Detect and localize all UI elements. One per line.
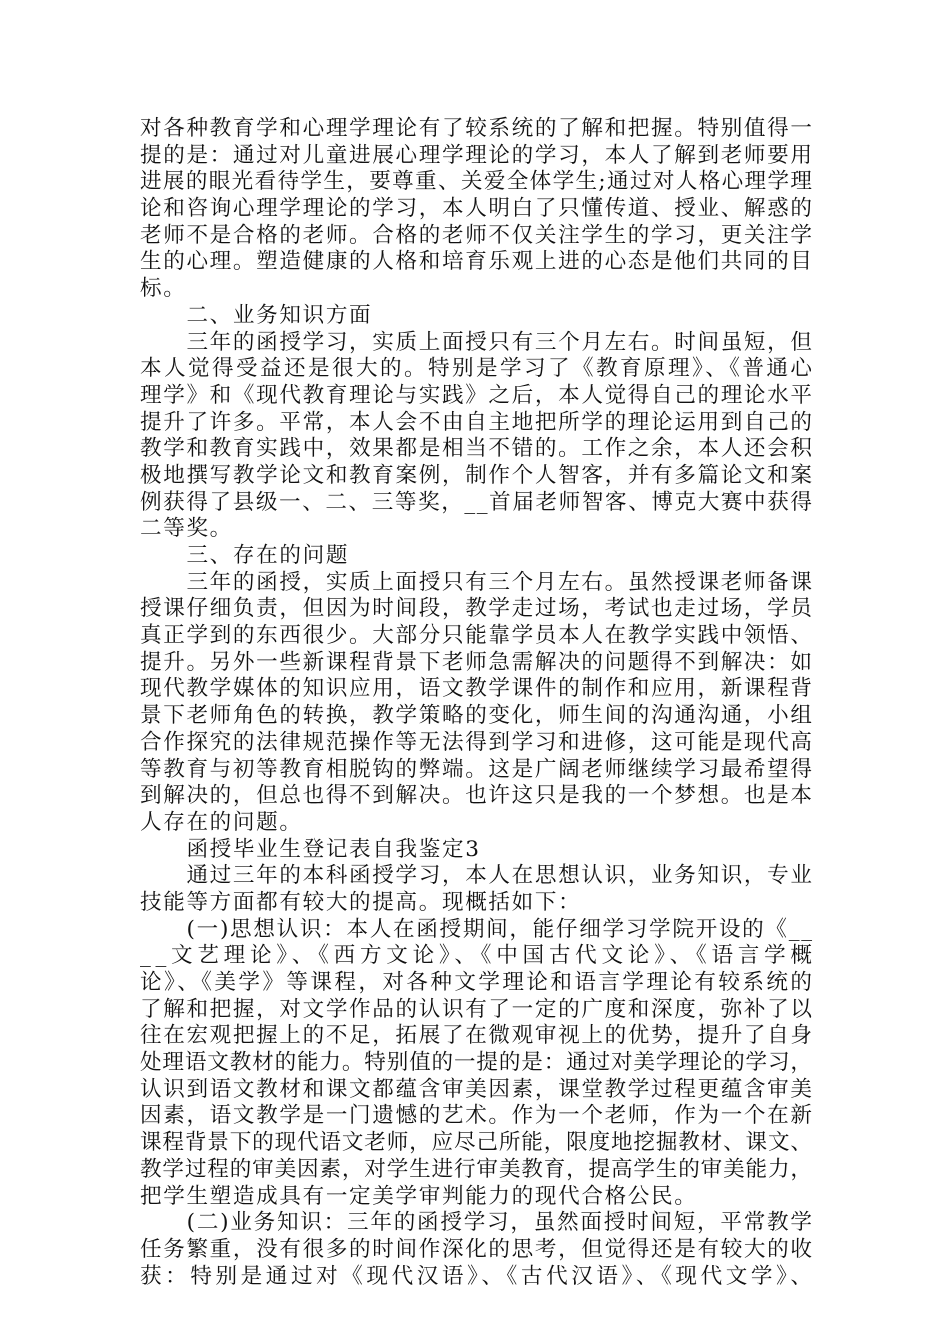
text-line: 提的是：通过对儿童进展心理学理论的学习，本人了解到老师要用 [140,142,814,168]
text-line: 生的心理。塑造健康的人格和培育乐观上进的心态是他们共同的目 [140,249,814,275]
text-line: 课程背景下的现代语文老师，应尽己所能，限度地挖掘教材、课文、 [140,1130,813,1156]
text-line: 三年的函授学习，实质上面授只有三个月左右。时间虽短，但 [140,329,814,355]
text-line: (一)思想认识：本人在函授期间，能仔细学习学院开设的《__ [140,916,814,942]
text-line: 二、业务知识方面 [140,302,373,328]
text-line: 人存在的问题。 [140,809,303,835]
text-line: 到解决的，但总也得不到解决。也许这只是我的一个梦想。也是本 [140,783,814,809]
text-line: 获：特别是通过对《现代汉语》、《古代汉语》、《现代文学》、 [140,1263,816,1289]
text-line: 进展的眼光看待学生，要尊重、关爱全体学生;通过对人格心理学理 [140,169,814,195]
text-line: 论》、《美学》等课程，对各种文学理论和语言学理论有较系统的 [140,970,815,995]
text-line: 现代教学媒体的知识应用，语文教学课件的制作和应用，新课程背 [140,676,814,702]
text-line: 提升了许多。平常，本人会不由自主地把所学的理论运用到自己的 [140,409,814,435]
text-line: 函授毕业生登记表自我鉴定3 [140,836,481,862]
text-line: 处理语文教材的能力。特别值的一提的是：通过对美学理论的学习， [140,1050,813,1076]
text-line: 认识到语文教材和课文都蕴含审美因素，课堂教学过程更蕴含审美 [140,1076,814,1102]
text-line: 极地撰写教学论文和教育案例，制作个人智客，并有多篇论文和案 [140,462,814,488]
text-line: 把学生塑造成具有一定美学审判能力的现代合格公民。 [140,1183,698,1209]
text-line: (二)业务知识：三年的函授学习，虽然面授时间短，平常教学 [140,1210,814,1236]
text-line: 合作探究的法律规范操作等无法得到学习和进修，这可能是现代高 [140,729,814,755]
text-line: 三、存在的问题 [140,543,350,568]
text-line: 对各种教育学和心理学理论有了较系统的了解和把握。特别值得一 [140,116,814,141]
text-line: 例获得了县级一、二、三等奖，__首届老师智客、博克大赛中获得 [140,489,814,515]
text-line: 往在宏观把握上的不足，拓展了在微观审视上的优势，提升了自身 [140,1023,814,1049]
text-line: 了解和把握，对文学作品的认识有了一定的广度和深度，弥补了以 [140,996,814,1022]
text-line: 标。 [140,276,187,302]
text-line: 教学和教育实践中，效果都是相当不错的。工作之余，本人还会积 [140,436,814,462]
text-line: 任务繁重，没有很多的时间作深化的思考，但觉得还是有较大的收 [140,1236,814,1262]
text-line: __文艺理论》、《西方文论》、《中国古代文论》、《语言学概 [140,943,817,969]
text-line: 通过三年的本科函授学习，本人在思想认识，业务知识，专业 [140,863,814,889]
text-line: 本人觉得受益还是很大的。特别是学习了《教育原理》、《普通心 [140,356,815,382]
document-body-text [140,116,817,1290]
text-line: 授课仔细负责，但因为时间段，教学走过场，考试也走过场，学员 [140,596,814,622]
text-line: 提升。另外一些新课程背景下老师急需解决的问题得不到解决：如 [140,649,814,675]
text-line: 真正学到的东西很少。大部分只能靠学员本人在教学实践中领悟、 [140,623,814,649]
text-line: 技能等方面都有较大的提高。现概括如下： [140,889,582,915]
text-line: 理学》和《现代教育理论与实践》之后，本人觉得自己的理论水平 [140,382,814,408]
text-line: 景下老师角色的转换，教学策略的变化，师生间的沟通沟通，小组 [140,703,814,729]
text-line: 等教育与初等教育相脱钩的弊端。这是广阔老师继续学习最希望得 [140,756,814,782]
text-line: 二等奖。 [140,516,233,542]
text-line: 因素，语文教学是一门遗憾的艺术。作为一个老师，作为一个在新 [140,1103,814,1129]
text-line: 教学过程的审美因素，对学生进行审美教育，提高学生的审美能力， [140,1156,813,1182]
text-line: 论和咨询心理学理论的学习，本人明白了只懂传道、授业、解惑的 [140,196,814,222]
text-line: 老师不是合格的老师。合格的老师不仅关注学生的学习，更关注学 [140,222,814,248]
text-line: 三年的函授，实质上面授只有三个月左右。虽然授课老师备课 [140,569,814,595]
